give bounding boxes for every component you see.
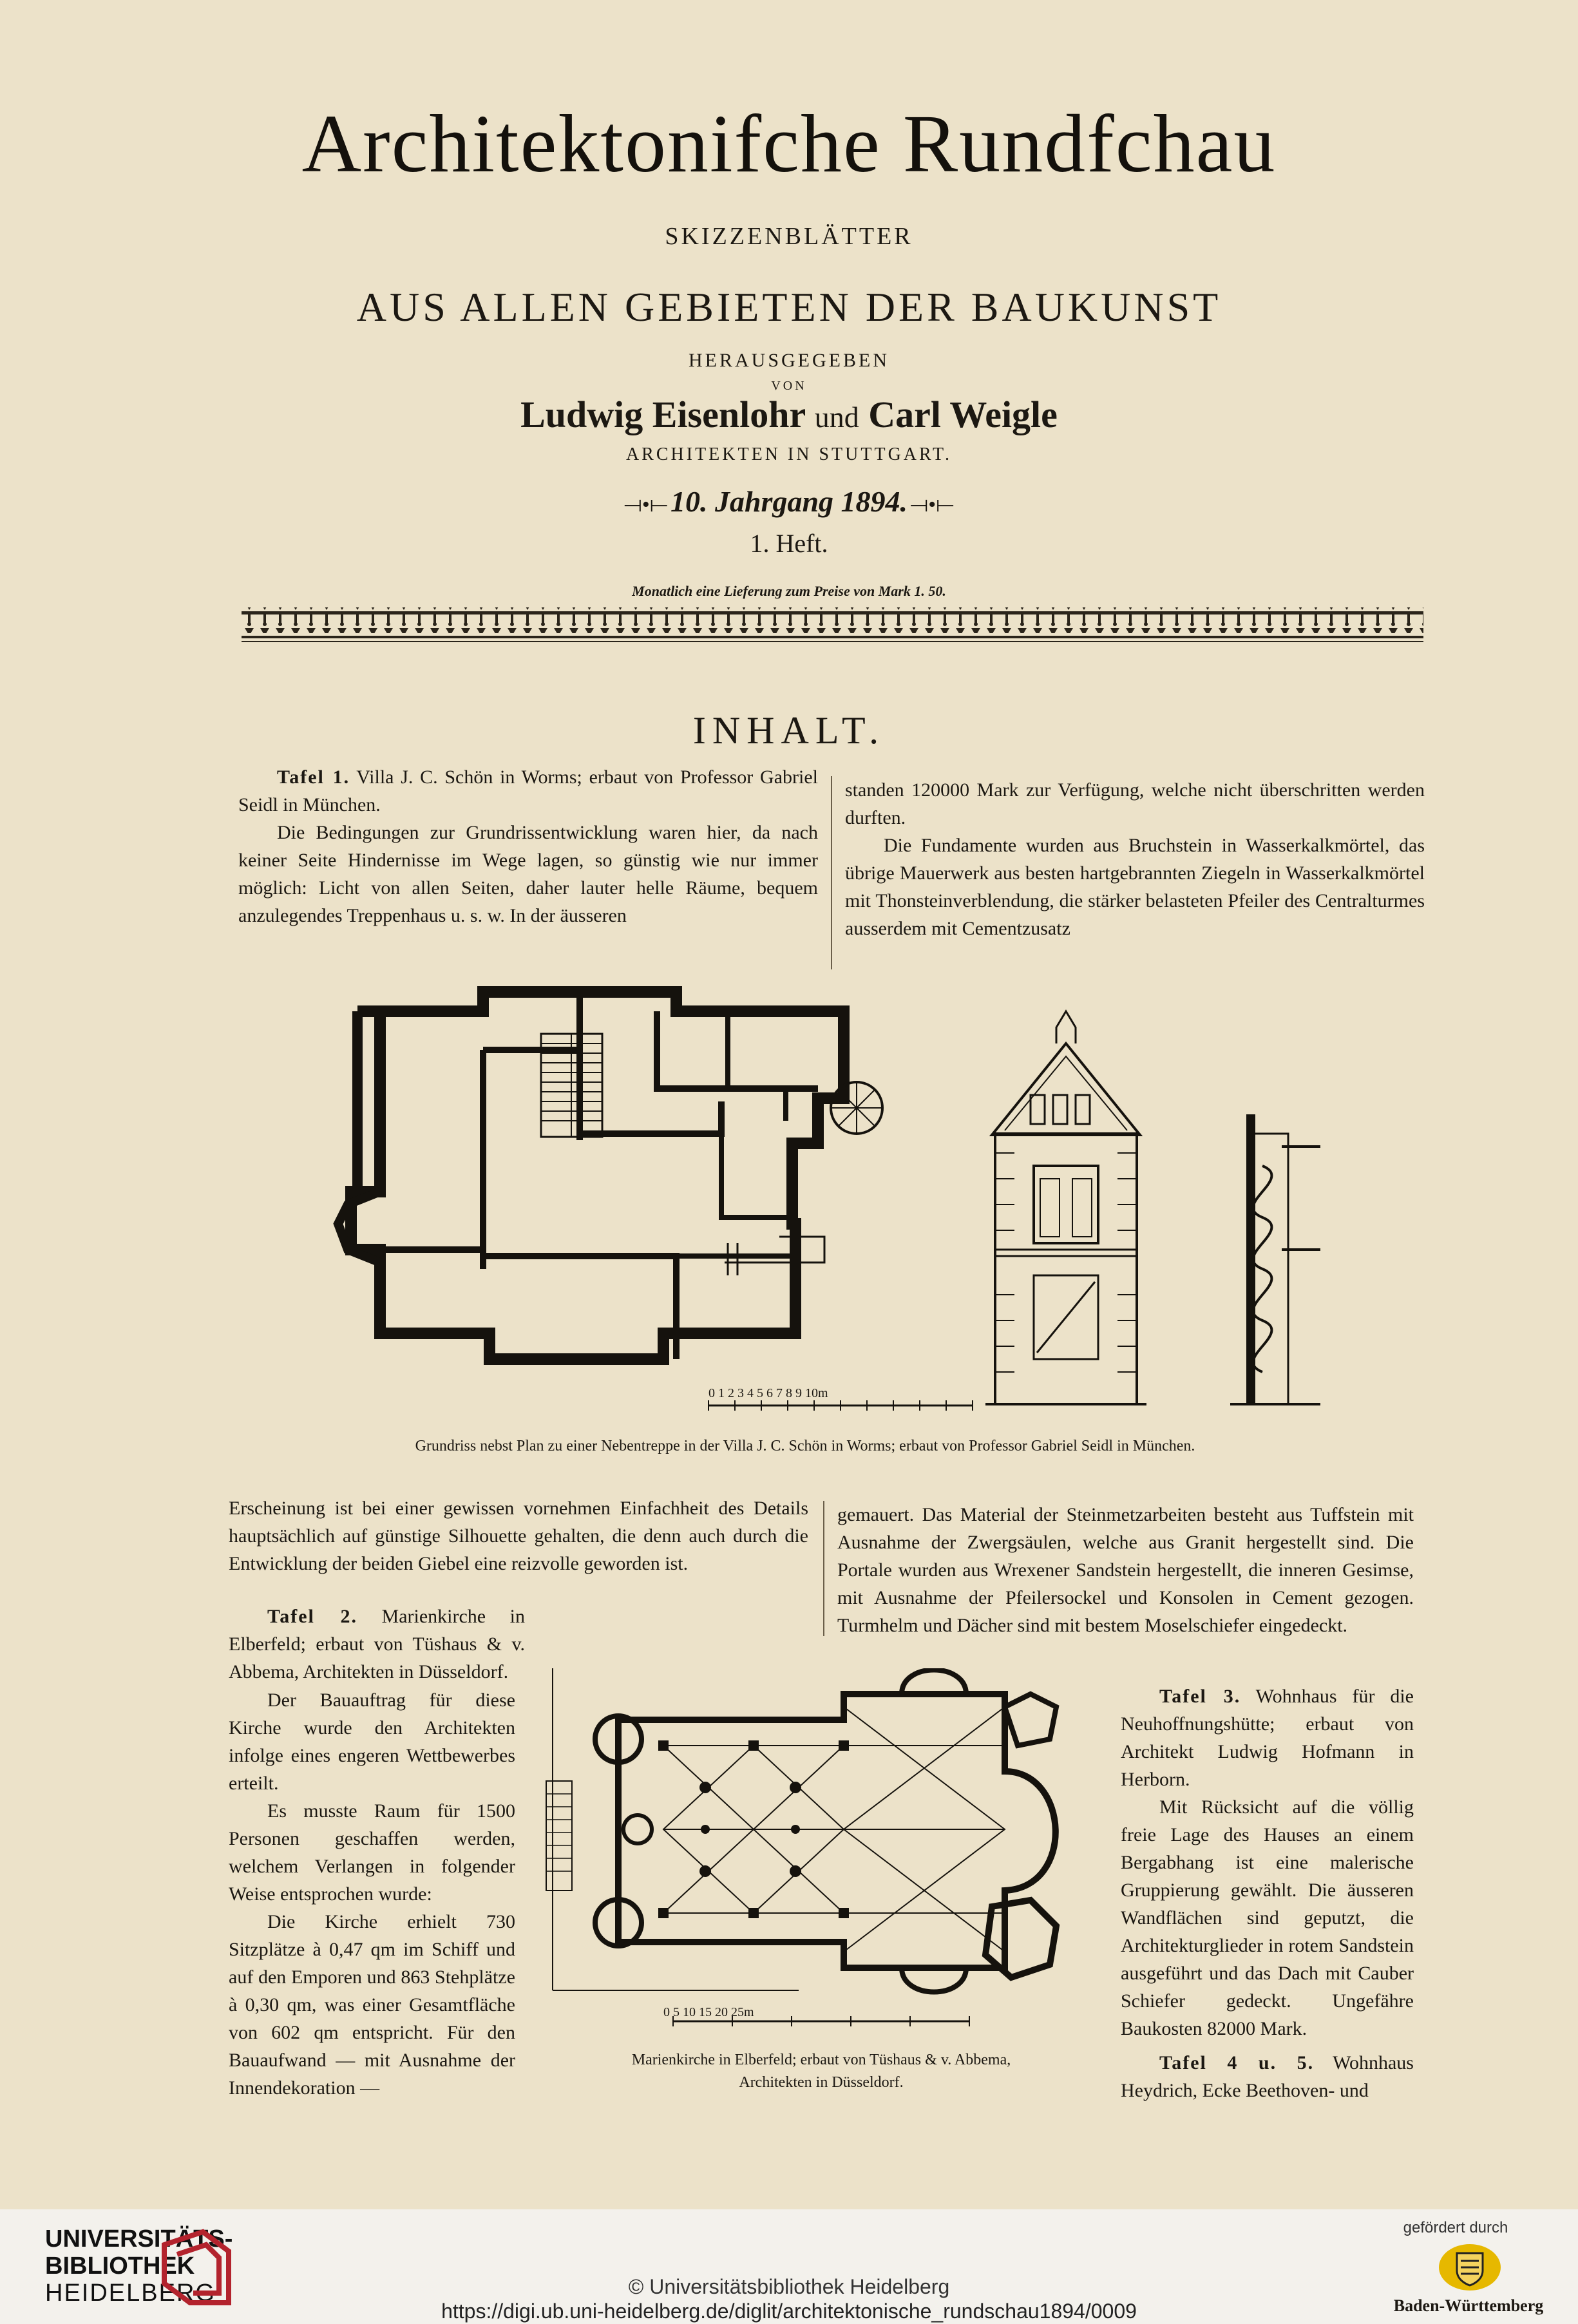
state-name: Baden-Württemberg [1393,2296,1544,2315]
state-coat-of-arms-icon [1438,2242,1502,2293]
jahrgang: 10. Jahrgang 1894. [670,485,908,518]
tafel45-label: Tafel 4 u. 5. [1159,2052,1315,2073]
editor-1: Ludwig Eisenlohr [520,394,806,435]
column-divider [823,1501,824,1636]
paragraph: Die Kirche erhielt 730 Sitzplätze à 0,47 qm im Schiff und auf den Emporen und 863 Stehplätze à 0,30 qm, was einer Gesamtfläche von 602 qm entspricht. Für den Bauaufwand — mit Ausnahme der Innendekoration — [229,1911,515,2099]
funded-by-label: gefördert durch [1403,2219,1508,2236]
heft-number: 1. Heft. [750,529,828,558]
tafel3-paragraph [1121,1682,1414,1793]
editors-line [0,393,1578,436]
tafel3-text: Wohnhaus für die Neuhoffnungshütte; erbaut von Architekt Ludwig Hofmann in Herborn. [1121,1686,1414,1790]
column-divider [831,776,832,969]
herausgegeben-label: HERAUSGEGEBEN [689,350,889,371]
column-right-lower [1121,1682,1414,2104]
figure2-caption-line2: Architekten in Düsseldorf. [739,2074,904,2091]
ornament-left: ⟞•⟝ [623,493,668,517]
tafel3-label: Tafel 3. [1159,1686,1241,1707]
paragraph: Mit Rücksicht auf die völlig freie Lage des Hauses an einem Bergabhang ist eine malerische Gruppierung gewählt. Die äusseren Wandflächen sind geputzt, die Architekturglieder in rotem Sandstein ausgeführt und das Dach mit Cauber Schiefer gedeckt. Ungefähre Baukosten 82000 Mark. [1121,1796,1414,2039]
scale-bar [708,1400,973,1411]
column-left-church-text [229,1686,515,2102]
tafel45-paragraph [1121,2049,1414,2104]
und-word: und [814,401,859,433]
subtitle-baukunst: AUS ALLEN GEBIETEN DER BAUKUNST [356,284,1222,330]
permalink-url[interactable]: https://digi.ub.uni-heidelberg.de/diglit/architektonische_rundschau1894/0009 [441,2300,1137,2323]
church-plan-figure [541,1668,1108,2029]
column-left-top [238,763,818,929]
ornamental-border [242,602,1423,647]
paragraph: Der Bauauftrag für diese Kirche wurde den Architekten infolge eines engeren Wettbewerbes erteilt. [229,1690,515,1794]
tafel1-label: Tafel 1. [277,767,350,788]
scale-label: 0 1 2 3 4 5 6 7 8 9 10m [708,1386,828,1400]
tafel2-text: Marienkirche in Elberfeld; erbaut von Tüshaus & v. Abbema, Architekten in Düsseldorf. [229,1606,526,1682]
figure1-caption: Grundriss nebst Plan zu einer Nebentreppe in der Villa J. C. Schön in Worms; erbaut von Professor Gabriel Seidl in München. [415,1438,1195,1454]
monthly-price: Monatlich eine Lieferung zum Preise von Mark 1. 50. [632,583,946,599]
villa-plan-figure [316,973,1359,1424]
subtitle-skizzenblaetter: SKIZZENBLÄTTER [665,223,913,250]
tafel1-text: Villa J. C. Schön in Worms; erbaut von Professor Gabriel Seidl in München. [238,767,818,815]
tafel2-paragraph [229,1603,525,1686]
copyright-line: © Universitätsbibliothek Heidelberg [628,2275,950,2298]
paragraph: Die Bedingungen zur Grundrissentwicklung waren hier, da nach keiner Seite Hindernisse im Wege lagen, so günstig wie nur immer möglich: Licht von allen Seiten, daher lauter helle Räume, bequem anzulegendes Treppenhaus u. s. w. In der äusseren [238,822,818,926]
editors-location: ARCHITEKTEN IN STUTTGART. [625,444,953,464]
tafel2-label: Tafel 2. [267,1606,357,1627]
villa-elevation [985,1011,1146,1404]
library-line-2: BIBLIOTHEK [45,2253,195,2280]
inhalt-heading: INHALT. [692,709,886,752]
von-label: VON [771,379,807,393]
column-right-top [845,776,1425,942]
jahrgang-line [0,484,1578,519]
paragraph: standen 120000 Mark zur Verfügung, welche nicht überschritten werden durften. [845,779,1425,828]
paragraph: gemauert. Das Material der Steinmetzarbeiten besteht aus Tuffstein mit Ausnahme der Zwergsäulen, welche aus Granit hergestellt sind. Die Portale wurden aus Wrexener Sandstein hergestellt, die inneren Gesimse, mit Ausnahme der Pfeilersockel und Konsolen in Cement gezogen. Turmhelm und Dächer sind mit bestem Moselschiefer eingedeckt. [837,1504,1414,1636]
journal-title: Architektonifche Rundfchau [301,98,1277,189]
column-left-lower [229,1603,525,1686]
paragraph: Die Fundamente wurden aus Bruchstein in Wasserkalkmörtel, das übrige Mauerwerk aus besten hartgebrannten Ziegeln in Wasserkalkmörtel mit Thonsteinverblendung, die stärker belasteten Pfeiler des Centralturmes ausserdem mit Cementzusatz [845,835,1425,939]
paragraph: Es musste Raum für 1500 Personen geschaffen werden, welchem Verlangen in folgender Weise entsprochen wurde: [229,1800,515,1905]
church-scale-label: 0 5 10 15 20 25m [663,2005,754,2019]
tafel45-text: Wohnhaus Heydrich, Ecke Beethoven- und [1121,2052,1414,2101]
library-line-3: HEIDELBERG [45,2280,216,2307]
figure2-caption-line1: Marienkirche in Elberfeld; erbaut von Tüshaus & v. Abbema, [631,2052,1011,2068]
library-line-1: UNIVERSITÄTS- [45,2225,233,2253]
paragraph: Erscheinung ist bei einer gewissen vornehmen Einfachheit des Details hauptsächlich auf günstige Silhouette gehalten, die denn auch durch die Entwicklung der beiden Giebel eine reizvolle geworden ist. [229,1498,808,1574]
editor-2: Carl Weigle [868,394,1058,435]
floor-plan-outline [351,992,844,1359]
column-right-mid [837,1501,1414,1639]
tafel1-paragraph [238,763,818,819]
column-left-mid [229,1494,808,1577]
stair-section [1230,1114,1320,1404]
ornament-right: ⟞•⟝ [910,493,955,517]
